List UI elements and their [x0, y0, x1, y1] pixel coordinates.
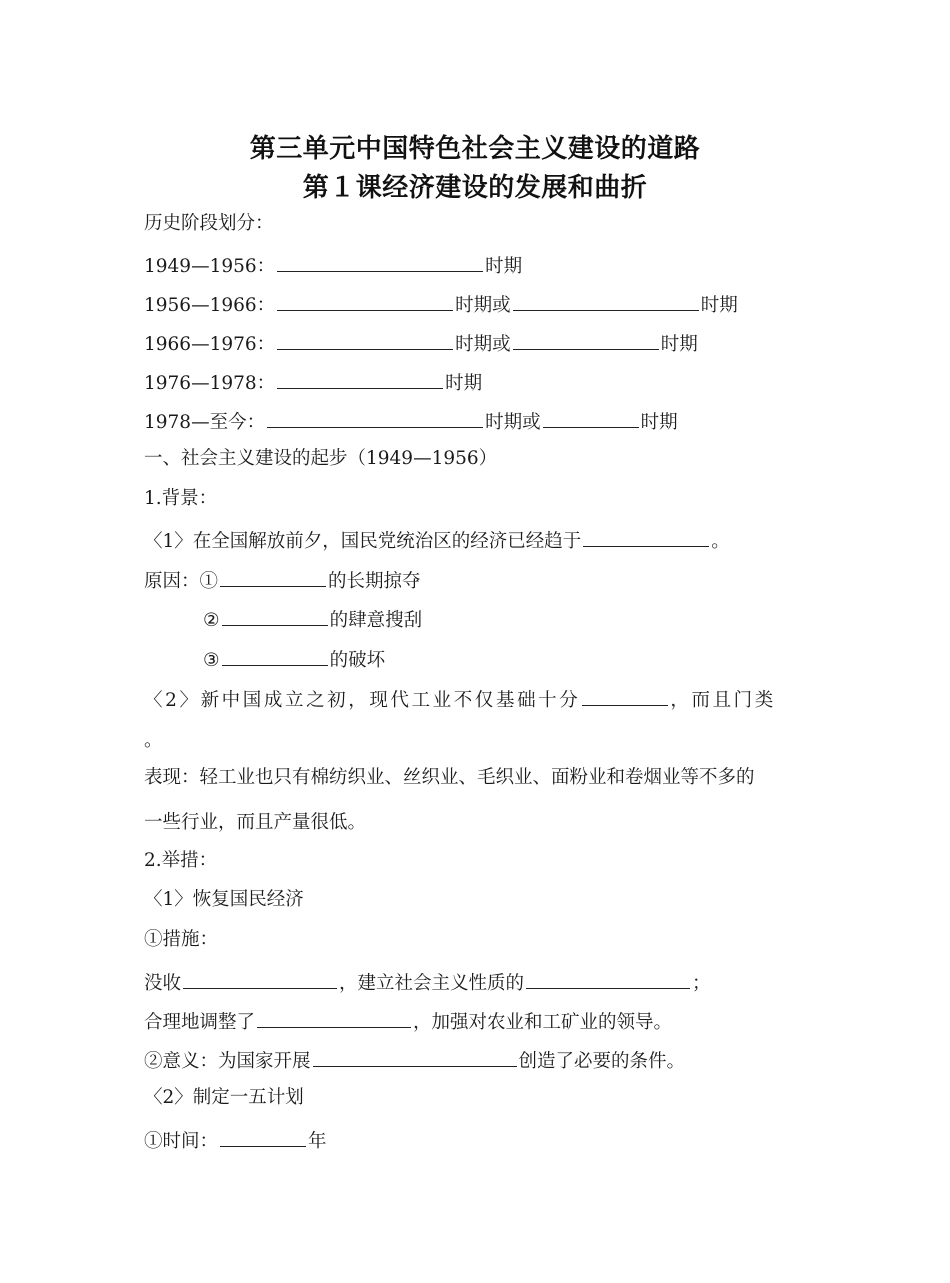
stage-end: 时期	[445, 373, 483, 394]
fill-blank[interactable]	[526, 968, 690, 989]
show-line-2: 一些行业，而且产量很低。	[144, 812, 367, 833]
background-p2: 〈2〉新中国成立之初，现代工业不仅基础十分 ，而且门类	[144, 685, 776, 713]
section1-heading: 一、社会主义建设的起步（1949—1956）	[144, 448, 498, 469]
stage-years: 1976—1978：	[144, 373, 276, 394]
stage-row-3	[144, 329, 698, 357]
fill-blank[interactable]	[313, 1046, 517, 1067]
stage-row-4	[144, 368, 482, 396]
fill-blank[interactable]	[277, 290, 453, 311]
fill-blank[interactable]	[222, 605, 328, 626]
measure-1-steps: ①措施：	[144, 929, 219, 950]
stage-end: 时期	[700, 295, 738, 316]
fill-blank[interactable]	[277, 329, 453, 350]
lesson-title: 第１课经济建设的发展和曲折	[302, 173, 648, 203]
background-p1: 〈1〉在全国解放前夕，国民党统治区的经济已经趋于 。	[144, 526, 730, 554]
stage-years: 1966—1976：	[144, 334, 276, 355]
fill-blank[interactable]	[513, 329, 659, 350]
fill-blank[interactable]	[277, 251, 483, 272]
background-label: 1.背景：	[144, 488, 218, 509]
measure-1-a: 没收 ，建立社会主义性质的 ；	[144, 968, 711, 996]
fill-blank[interactable]	[222, 645, 328, 666]
stage-mid: 时期或	[455, 334, 511, 355]
measure-2-time: ①时间： 年	[144, 1126, 327, 1154]
stage-mid: 时期或	[485, 412, 541, 433]
fill-blank[interactable]	[257, 1007, 411, 1028]
measure-2-heading: 〈2〉制定一五计划	[144, 1087, 304, 1108]
stages-heading: 历史阶段划分：	[144, 213, 274, 234]
show-line-1: 表现：轻工业也只有棉纺织业、丝织业、毛织业、面粉业和卷烟业等不多的	[144, 767, 755, 788]
stage-row-2	[144, 290, 738, 318]
stage-mid: 时期或	[455, 295, 511, 316]
measure-1-meaning: ②意义：为国家开展 创造了必要的条件。	[144, 1046, 685, 1074]
cause-2: ② 的肆意搜刮	[203, 605, 422, 633]
background-p2-wrap: 。	[144, 730, 163, 751]
measure-1-b: 合理地调整了 ，加强对农业和工矿业的领导。	[144, 1007, 672, 1035]
stage-end: 时期	[485, 256, 523, 277]
stage-years: 1978—至今：	[144, 412, 266, 433]
fill-blank[interactable]	[277, 368, 443, 389]
stage-row-1	[144, 251, 522, 279]
fill-blank[interactable]	[220, 1126, 306, 1147]
measures-label: 2.举措：	[144, 850, 218, 871]
cause-3: ③ 的破坏	[203, 645, 385, 673]
cause-1: 原因：① 的长期掠夺	[144, 566, 421, 594]
stage-end: 时期	[660, 334, 698, 355]
stage-end: 时期	[640, 412, 678, 433]
fill-blank[interactable]	[513, 290, 699, 311]
unit-title: 第三单元中国特色社会主义建设的道路	[249, 134, 701, 164]
fill-blank[interactable]	[267, 407, 483, 428]
fill-blank[interactable]	[583, 526, 709, 547]
fill-blank[interactable]	[582, 685, 668, 706]
fill-blank[interactable]	[183, 968, 337, 989]
fill-blank[interactable]	[220, 566, 326, 587]
measure-1-heading: 〈1〉恢复国民经济	[144, 889, 304, 910]
stage-years: 1949—1956：	[144, 256, 276, 277]
stage-row-5	[144, 407, 678, 435]
fill-blank[interactable]	[543, 407, 639, 428]
stage-years: 1956—1966：	[144, 295, 276, 316]
